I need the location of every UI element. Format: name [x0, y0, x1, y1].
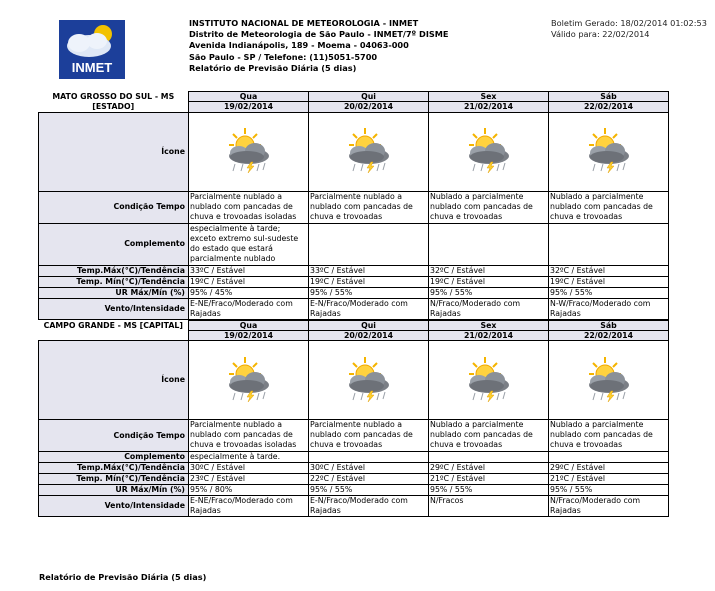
- row-label-icone: Ícone: [39, 341, 189, 420]
- humidity-cell: 95% / 55%: [309, 287, 429, 298]
- row-label-vento: Vento/Intensidade: [39, 496, 189, 517]
- day-header: Sáb: [549, 92, 669, 102]
- tmin-cell: 21ºC / Estável: [429, 474, 549, 485]
- condition-cell: Nublado a parcialmente nublado com pancadas de chuva e trovoadas: [549, 191, 669, 223]
- condition-cell: Nublado a parcialmente nublado com pancadas de chuva e trovoadas: [549, 420, 669, 452]
- tmin-cell: 22ºC / Estável: [309, 474, 429, 485]
- row-label-complemento: Complemento: [39, 223, 189, 265]
- bulletin-generated: Boletim Gerado: 18/02/2014 01:02:53: [551, 18, 707, 28]
- header-line-district: Distrito de Meteorologia de São Paulo - INMET/7º DISME: [189, 29, 449, 40]
- complement-cell: [549, 223, 669, 265]
- humidity-cell: 95% / 80%: [189, 485, 309, 496]
- tmax-cell: 29ºC / Estável: [429, 463, 549, 474]
- region-name: MATO GROSSO DO SUL - MS: [52, 91, 175, 101]
- weather-icon-cell: [549, 112, 669, 191]
- tmin-cell: 23ºC / Estável: [189, 474, 309, 485]
- humidity-cell: 95% / 55%: [549, 287, 669, 298]
- tmax-cell: 33ºC / Estável: [309, 265, 429, 276]
- wind-cell: N-W/Fraco/Moderado com Rajadas: [549, 298, 669, 319]
- weather-icon-cell: [189, 112, 309, 191]
- date-header: 21/02/2014: [429, 331, 549, 341]
- forecast-table-capital: [38, 320, 669, 517]
- wind-cell: N/Fracos: [429, 496, 549, 517]
- tmin-cell: 19ºC / Estável: [549, 276, 669, 287]
- wind-cell: E-N/Fraco/Moderado com Rajadas: [309, 496, 429, 517]
- date-header: 19/02/2014: [189, 331, 309, 341]
- row-label-tmax: Temp.Máx(°C)/Tendência: [39, 463, 189, 474]
- wind-cell: E-N/Fraco/Moderado com Rajadas: [309, 298, 429, 319]
- tmin-cell: 21ºC / Estável: [549, 474, 669, 485]
- day-header: Qua: [189, 321, 309, 331]
- row-label-vento: Vento/Intensidade: [39, 298, 189, 319]
- tmin-cell: 19ºC / Estável: [189, 276, 309, 287]
- partly-cloudy-thunderstorm-icon: [581, 126, 637, 174]
- tmax-cell: 29ºC / Estável: [549, 463, 669, 474]
- day-header: Sáb: [549, 321, 669, 331]
- complement-cell: [309, 223, 429, 265]
- header-line-institute: INSTITUTO NACIONAL DE METEOROLOGIA - INMET: [189, 18, 419, 28]
- humidity-cell: 95% / 55%: [429, 287, 549, 298]
- day-header: Qui: [309, 92, 429, 102]
- wind-cell: E-NE/Fraco/Moderado com Rajadas: [189, 298, 309, 319]
- row-label-icone: Ícone: [39, 112, 189, 191]
- weather-icon-cell: [309, 341, 429, 420]
- condition-cell: Parcialmente nublado a nublado com pancadas de chuva e trovoadas isoladas: [189, 420, 309, 452]
- weather-icon-cell: [429, 112, 549, 191]
- row-label-condicao: Condição Tempo: [39, 191, 189, 223]
- day-header: Qui: [309, 321, 429, 331]
- complement-cell: especialmente à tarde; exceto extremo sul-sudeste do estado que estará parcialmente nublado: [189, 223, 309, 265]
- region-name: CAMPO GRANDE - MS [CAPITAL]: [43, 320, 183, 330]
- partly-cloudy-thunderstorm-icon: [341, 126, 397, 174]
- day-header: Qua: [189, 92, 309, 102]
- row-label-ur: UR Máx/Mín (%): [39, 287, 189, 298]
- header-line-phone: São Paulo - SP / Telefone: (11)5051-5700: [189, 51, 378, 62]
- row-label-complemento: Complemento: [39, 452, 189, 463]
- humidity-cell: 95% / 55%: [309, 485, 429, 496]
- bulletin-info: [551, 18, 707, 40]
- row-label-condicao: Condição Tempo: [39, 420, 189, 452]
- wind-cell: N/Fraco/Moderado com Rajadas: [429, 298, 549, 319]
- date-header: 19/02/2014: [189, 102, 309, 112]
- tmax-cell: 32ºC / Estável: [429, 265, 549, 276]
- condition-cell: Nublado a parcialmente nublado com pancadas de chuva e trovoadas: [429, 191, 549, 223]
- condition-cell: Parcialmente nublado a nublado com pancadas de chuva e trovoadas: [309, 420, 429, 452]
- weather-icon-cell: [189, 341, 309, 420]
- weather-icon-cell: [309, 112, 429, 191]
- complement-cell: especialmente à tarde.: [189, 452, 309, 463]
- row-label-tmin: Temp. Mín(°C)/Tendência: [39, 276, 189, 287]
- partly-cloudy-thunderstorm-icon: [581, 355, 637, 403]
- row-label-ur: UR Máx/Mín (%): [39, 485, 189, 496]
- date-header: 20/02/2014: [309, 102, 429, 112]
- row-label-tmin: Temp. Mín(°C)/Tendência: [39, 474, 189, 485]
- condition-cell: Nublado a parcialmente nublado com pancadas de chuva e trovoadas: [429, 420, 549, 452]
- partly-cloudy-thunderstorm-icon: [461, 126, 517, 174]
- logo-text: INMET: [71, 60, 113, 75]
- complement-cell: [549, 452, 669, 463]
- humidity-cell: 95% / 55%: [429, 485, 549, 496]
- tmax-cell: 30ºC / Estável: [189, 463, 309, 474]
- wind-cell: N/Fraco/Moderado com Rajadas: [549, 496, 669, 517]
- condition-cell: Parcialmente nublado a nublado com pancadas de chuva e trovoadas isoladas: [189, 191, 309, 223]
- date-header: 22/02/2014: [549, 102, 669, 112]
- tmax-cell: 32ºC / Estável: [549, 265, 669, 276]
- partly-cloudy-thunderstorm-icon: [461, 355, 517, 403]
- complement-cell: [429, 452, 549, 463]
- date-header: 20/02/2014: [309, 331, 429, 341]
- day-header: Sex: [429, 321, 549, 331]
- inmet-logo: [59, 20, 125, 79]
- complement-cell: [309, 452, 429, 463]
- partly-cloudy-thunderstorm-icon: [221, 126, 277, 174]
- tmax-cell: 33ºC / Estável: [189, 265, 309, 276]
- weather-icon-cell: [429, 341, 549, 420]
- weather-icon-cell: [549, 341, 669, 420]
- partly-cloudy-thunderstorm-icon: [221, 355, 277, 403]
- footer-report-title: Relatório de Previsão Diária (5 dias): [39, 572, 207, 582]
- date-header: 21/02/2014: [429, 102, 549, 112]
- day-header: Sex: [429, 92, 549, 102]
- tmin-cell: 19ºC / Estável: [309, 276, 429, 287]
- tmax-cell: 30ºC / Estável: [309, 463, 429, 474]
- institution-header: [189, 18, 449, 74]
- date-header: 22/02/2014: [549, 331, 669, 341]
- region-type: [ESTADO]: [92, 101, 135, 111]
- header-line-report-title: Relatório de Previsão Diária (5 dias): [189, 62, 357, 73]
- region-title: [39, 321, 189, 341]
- bulletin-valid: Válido para: 22/02/2014: [551, 29, 650, 40]
- forecast-table-state: [38, 91, 669, 320]
- condition-cell: Parcialmente nublado a nublado com pancadas de chuva e trovoadas: [309, 191, 429, 223]
- region-title: [39, 92, 189, 113]
- partly-cloudy-thunderstorm-icon: [341, 355, 397, 403]
- header-line-address: Avenida Indianápolis, 189 - Moema - 04063-000: [189, 40, 409, 51]
- humidity-cell: 95% / 45%: [189, 287, 309, 298]
- tmin-cell: 19ºC / Estável: [429, 276, 549, 287]
- humidity-cell: 95% / 55%: [549, 485, 669, 496]
- wind-cell: E-NE/Fraco/Moderado com Rajadas: [189, 496, 309, 517]
- complement-cell: [429, 223, 549, 265]
- row-label-tmax: Temp.Máx(°C)/Tendência: [39, 265, 189, 276]
